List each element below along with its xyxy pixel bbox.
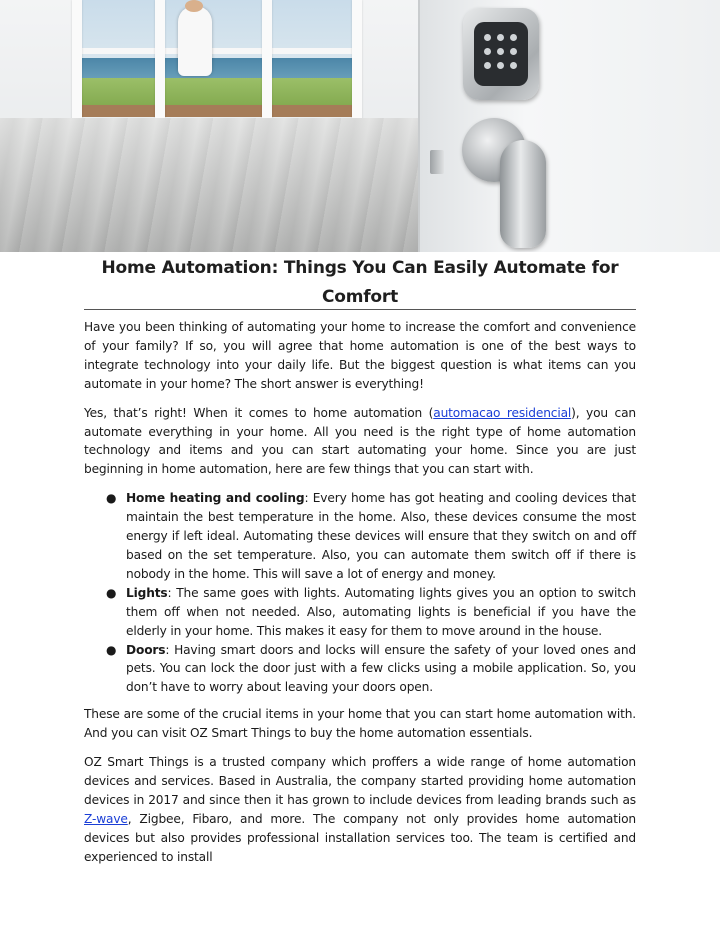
paragraph-text: Yes, that’s right! When it comes to home automation ( bbox=[84, 405, 434, 420]
keypad-key bbox=[497, 48, 504, 55]
paragraph-automate-everything bbox=[84, 404, 636, 480]
bullet-icon: ● bbox=[106, 585, 117, 600]
bullet-list bbox=[84, 489, 636, 697]
article-body bbox=[84, 318, 636, 876]
paragraph-crucial-items: These are some of the crucial items in your home that you can start home automation with. And you can visit OZ Smart Things to buy the home automation essentials. bbox=[84, 707, 636, 741]
paragraph-text: OZ Smart Things is a trusted company which proffers a wide range of home automation devices and services. Based in Australia, the company started providing home automation devices in 2017 and since then it has grown to include devices from leading brands such as bbox=[84, 755, 636, 807]
keypad-key bbox=[510, 62, 517, 69]
automacao-residencial-link[interactable]: automacao residencial bbox=[433, 405, 572, 420]
hero-deck bbox=[72, 105, 362, 117]
bullet-icon: ● bbox=[106, 642, 117, 657]
paragraph-oz-smart-things bbox=[84, 753, 636, 866]
door-lever-handle-icon bbox=[500, 140, 546, 248]
title-divider bbox=[84, 309, 636, 310]
keypad-key bbox=[510, 48, 517, 55]
hero-person bbox=[178, 6, 212, 76]
keypad-key bbox=[484, 48, 491, 55]
hero-window-rail bbox=[72, 48, 362, 54]
hero-image bbox=[0, 0, 720, 252]
list-item bbox=[84, 489, 636, 584]
z-wave-link[interactable]: Z-wave bbox=[84, 811, 128, 826]
keypad-key bbox=[510, 34, 517, 41]
hero-sea bbox=[72, 58, 362, 80]
list-item bbox=[84, 584, 636, 641]
paragraph-text: ), you can automate everything in your home. All you need is the right type of home automation technology and items and you can start automating your home. Since you are just beginning in home automation, here are few things that you can start with. bbox=[84, 405, 636, 477]
keypad-key bbox=[497, 34, 504, 41]
bullet-term: Lights bbox=[126, 585, 168, 600]
list-item bbox=[84, 641, 636, 698]
hero-window-frame bbox=[155, 0, 165, 125]
keypad-key bbox=[497, 62, 504, 69]
hero-floor-shade bbox=[0, 118, 430, 252]
bullet-term: Doors bbox=[126, 642, 166, 657]
keypad-key bbox=[484, 34, 491, 41]
bullet-icon: ● bbox=[106, 491, 117, 506]
hero-person-head bbox=[185, 0, 203, 12]
bullet-text: : The same goes with lights. Automating lights gives you an option to switch them off when not needed. Also, automating lights is beneficial if you have the elderly in your home. This makes it easy for them to move around in the house. bbox=[126, 585, 636, 638]
hero-window-frame bbox=[352, 0, 362, 125]
keypad-key bbox=[484, 62, 491, 69]
bullet-text: : Every home has got heating and cooling devices that maintain the best temperature in the home. Also, these devices consume the most energy if left ideal. Automating these devices will ensure that they switch on and off based on the set temperature. Also, you can automate them switch off if there is nobody in the home. This will save a lot of energy and money. bbox=[126, 491, 636, 581]
paragraph-intro: Have you been thinking of automating your home to increase the comfort and convenience of your family? If so, you will agree that home automation is one of the best ways to integrate technology into your daily life. But the biggest question is what items can you automate in your home? The short answer is everything! bbox=[84, 320, 636, 391]
hero-door-latch bbox=[430, 150, 444, 174]
page-title: Home Automation: Things You Can Easily Automate for Comfort bbox=[101, 258, 619, 307]
bullet-term: Home heating and cooling bbox=[126, 491, 305, 506]
hero-window-frame bbox=[262, 0, 272, 125]
paragraph-text: , Zigbee, Fibaro, and more. The company not only provides home automation devices but also provides professional installation services too. The team is certified and experienced to install bbox=[84, 811, 636, 864]
bullet-text: : Having smart doors and locks will ensure the safety of your loved ones and pets. You can lock the door just with a few clicks using a mobile application. So, you don’t have to worry about leaving your doors open. bbox=[126, 642, 636, 695]
hero-window-frame bbox=[72, 0, 82, 125]
